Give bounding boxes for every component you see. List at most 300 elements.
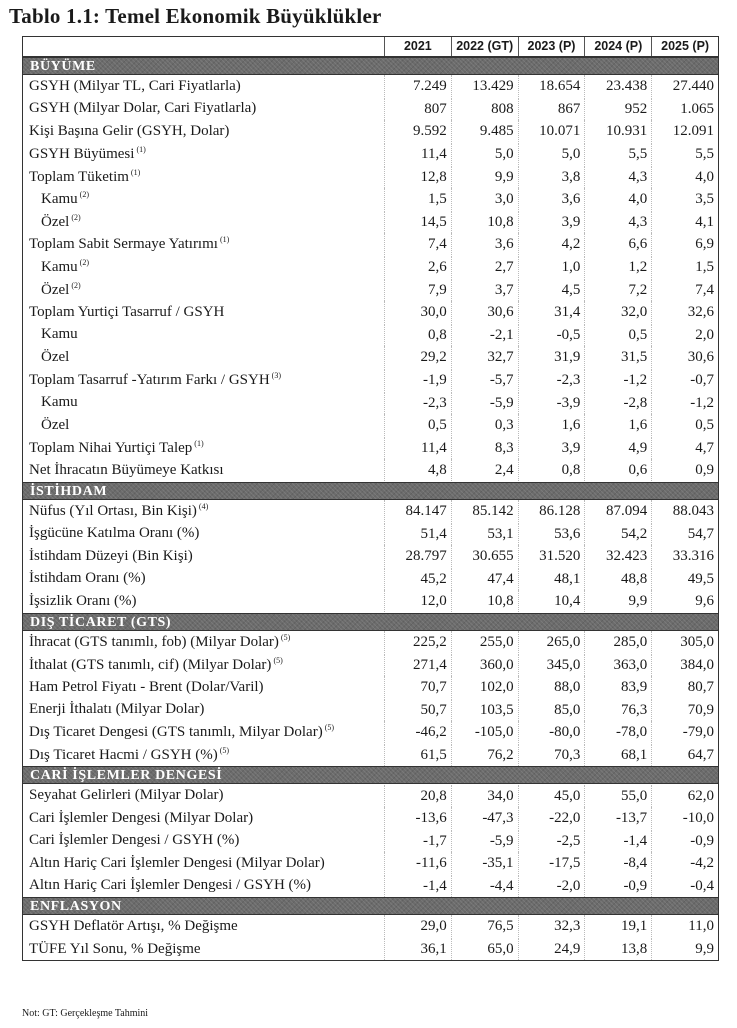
row-label: TÜFE Yıl Sonu, % Değişme <box>29 940 201 957</box>
table-row <box>23 165 718 188</box>
value-cell: 18.654 <box>518 75 585 97</box>
row-label: Cari İşlemler Dengesi (Milyar Dolar) <box>29 809 254 826</box>
value-cell: 76,5 <box>451 915 518 937</box>
table-row <box>23 414 718 437</box>
value-cell: -0,4 <box>651 875 718 897</box>
row-label-cell <box>23 918 384 935</box>
value-cell: -3,9 <box>518 392 585 414</box>
value-cell: 31.520 <box>518 545 585 567</box>
row-label-cell <box>23 656 384 674</box>
value-cell: 20,8 <box>384 785 451 807</box>
row-label-cell <box>23 100 384 117</box>
table-row <box>23 278 718 301</box>
value-cell: 265,0 <box>518 631 585 653</box>
value-cell: 4,3 <box>584 166 651 188</box>
row-label: Kamu <box>41 259 78 276</box>
footnote-marker: (5) <box>324 723 335 733</box>
value-cell: 7,4 <box>384 233 451 255</box>
value-cell: 12.091 <box>651 120 718 142</box>
value-cell: 345,0 <box>518 654 585 676</box>
row-label-cell <box>23 235 384 253</box>
column-header-2024: 2024 (P) <box>584 37 651 56</box>
value-cell: -1,9 <box>384 369 451 391</box>
footnote-marker: (1) <box>136 145 146 155</box>
value-cell: 102,0 <box>451 676 518 698</box>
value-cell: -1,2 <box>584 369 651 391</box>
row-label: Ham Petrol Fiyatı - Brent (Dolar/Varil) <box>29 678 264 695</box>
value-cell: 808 <box>451 98 518 120</box>
value-cell: 11,4 <box>384 437 451 459</box>
value-cell: -0,9 <box>584 875 651 897</box>
value-cell: 85,0 <box>518 699 585 721</box>
value-cell: 2,6 <box>384 256 451 278</box>
row-label: Net İhracatın Büyümeye Katkısı <box>29 461 224 478</box>
section-header: CARİ İŞLEMLER DENGESİ <box>23 766 718 784</box>
value-cell: 27.440 <box>651 75 718 97</box>
value-cell: 7.249 <box>384 75 451 97</box>
value-cell: 4,7 <box>651 437 718 459</box>
section-header: DIŞ TİCARET (GTS) <box>23 613 718 631</box>
table-row <box>23 459 718 482</box>
value-cell: 807 <box>384 98 451 120</box>
row-label: GSYH (Milyar Dolar, Cari Fiyatlarla) <box>29 100 257 117</box>
section-header: İSTİHDAM <box>23 482 718 500</box>
row-label-cell <box>23 78 384 95</box>
value-cell: 61,5 <box>384 744 451 766</box>
row-label: İşgücüne Katılma Oranı (%) <box>29 525 200 542</box>
value-cell: 2,7 <box>451 256 518 278</box>
value-cell: 4,0 <box>651 166 718 188</box>
row-label: İhracat (GTS tanımlı, fob) (Milyar Dolar) <box>29 633 279 650</box>
row-label: Kişi Başına Gelir (GSYH, Dolar) <box>29 122 230 139</box>
row-label: İstihdam Oranı (%) <box>29 570 146 587</box>
value-cell: 6,6 <box>584 233 651 255</box>
row-label-cell <box>23 832 384 849</box>
value-cell: 76,3 <box>584 699 651 721</box>
value-cell: 9,9 <box>651 938 718 960</box>
value-cell: 80,7 <box>651 676 718 698</box>
value-cell: 1.065 <box>651 98 718 120</box>
value-cell: 64,7 <box>651 744 718 766</box>
value-cell: 103,5 <box>451 699 518 721</box>
value-cell: -78,0 <box>584 721 651 743</box>
value-cell: -13,7 <box>584 807 651 829</box>
value-cell: 10,8 <box>451 590 518 612</box>
value-cell: -2,0 <box>518 875 585 897</box>
value-cell: 30,6 <box>651 346 718 368</box>
value-cell: 952 <box>584 98 651 120</box>
value-cell: 867 <box>518 98 585 120</box>
footnote-marker: (3) <box>271 371 281 381</box>
table-row <box>23 653 718 676</box>
table-row <box>23 120 718 143</box>
value-cell: -1,4 <box>584 830 651 852</box>
row-label-cell <box>23 787 384 804</box>
value-cell: 4,2 <box>518 233 585 255</box>
row-label-cell <box>23 525 384 542</box>
value-cell: 36,1 <box>384 938 451 960</box>
row-label-cell <box>23 258 384 276</box>
value-cell: 30,6 <box>451 301 518 323</box>
value-cell: 3,9 <box>518 211 585 233</box>
value-cell: 1,6 <box>518 414 585 436</box>
row-label-cell <box>23 281 384 299</box>
row-label: Kamu <box>41 394 78 411</box>
value-cell: 31,4 <box>518 301 585 323</box>
value-cell: 68,1 <box>584 744 651 766</box>
table-row <box>23 211 718 234</box>
value-cell: 32,7 <box>451 346 518 368</box>
column-header-2023: 2023 (P) <box>518 37 585 56</box>
value-cell: 9,9 <box>584 590 651 612</box>
value-cell: 1,5 <box>651 256 718 278</box>
value-cell: -8,4 <box>584 852 651 874</box>
value-cell: -2,3 <box>518 369 585 391</box>
value-cell: 70,3 <box>518 744 585 766</box>
table-row <box>23 938 718 961</box>
row-label: Cari İşlemler Dengesi / GSYH (%) <box>29 832 240 849</box>
value-cell: 4,5 <box>518 279 585 301</box>
footnote-marker: (2) <box>71 212 81 222</box>
value-cell: 285,0 <box>584 631 651 653</box>
table-row <box>23 852 718 875</box>
value-cell: 8,3 <box>451 437 518 459</box>
row-label-cell <box>23 462 384 479</box>
value-cell: 11,0 <box>651 915 718 937</box>
row-label: GSYH Büyümesi <box>29 146 135 163</box>
value-cell: 1,2 <box>584 256 651 278</box>
row-label-cell <box>23 593 384 610</box>
row-label-cell <box>23 570 384 587</box>
value-cell: 45,0 <box>518 785 585 807</box>
value-cell: 28.797 <box>384 545 451 567</box>
value-cell: 3,0 <box>451 188 518 210</box>
table-row <box>23 324 718 347</box>
value-cell: -2,3 <box>384 392 451 414</box>
footnote-marker: (1) <box>194 438 204 448</box>
value-cell: 48,8 <box>584 568 651 590</box>
value-cell: 5,5 <box>584 143 651 165</box>
value-cell: 225,2 <box>384 631 451 653</box>
row-label-cell <box>23 371 384 389</box>
value-cell: 51,4 <box>384 523 451 545</box>
table-row <box>23 301 718 324</box>
value-cell: 9.592 <box>384 120 451 142</box>
value-cell: 11,4 <box>384 143 451 165</box>
column-header-2021: 2021 <box>384 37 451 56</box>
value-cell: 305,0 <box>651 631 718 653</box>
value-cell: 70,7 <box>384 676 451 698</box>
row-label-cell <box>23 304 384 321</box>
value-cell: 32,0 <box>584 301 651 323</box>
value-cell: -5,7 <box>451 369 518 391</box>
row-label: Toplam Sabit Sermaye Yatırımı <box>29 236 218 253</box>
value-cell: 47,4 <box>451 568 518 590</box>
value-cell: 50,7 <box>384 699 451 721</box>
value-cell: 0,8 <box>518 459 585 481</box>
value-cell: -4,2 <box>651 852 718 874</box>
row-label-cell <box>23 855 384 872</box>
table-row <box>23 391 718 414</box>
value-cell: 62,0 <box>651 785 718 807</box>
value-cell: 19,1 <box>584 915 651 937</box>
row-label: İthalat (GTS tanımlı, cif) (Milyar Dolar) <box>29 656 272 673</box>
row-label: GSYH Deflatör Artışı, % Değişme <box>29 917 238 934</box>
row-label: Toplam Tüketim <box>29 168 129 185</box>
row-label: GSYH (Milyar TL, Cari Fiyatlarla) <box>29 77 241 94</box>
value-cell: -2,8 <box>584 392 651 414</box>
row-label-cell <box>23 439 384 457</box>
value-cell: 0,5 <box>584 324 651 346</box>
table-row <box>23 875 718 898</box>
value-cell: 84.147 <box>384 500 451 522</box>
value-cell: 54,7 <box>651 523 718 545</box>
value-cell: 0,9 <box>651 459 718 481</box>
value-cell: -10,0 <box>651 807 718 829</box>
value-cell: -5,9 <box>451 392 518 414</box>
row-label: İşsizlik Oranı (%) <box>29 592 137 609</box>
table-row <box>23 188 718 211</box>
value-cell: 10,4 <box>518 590 585 612</box>
value-cell: -1,4 <box>384 875 451 897</box>
footnote-marker: (2) <box>71 280 81 290</box>
value-cell: 1,0 <box>518 256 585 278</box>
table-row <box>23 233 718 256</box>
value-cell: 4,0 <box>584 188 651 210</box>
table-row <box>23 744 718 767</box>
value-cell: 31,5 <box>584 346 651 368</box>
value-cell: 30.655 <box>451 545 518 567</box>
row-label: Toplam Nihai Yurtiçi Talep <box>29 439 193 456</box>
row-label: Özel <box>41 416 70 433</box>
footnote-marker: (5) <box>273 655 283 665</box>
value-cell: 34,0 <box>451 785 518 807</box>
section-header: BÜYÜME <box>23 57 718 75</box>
value-cell: 4,3 <box>584 211 651 233</box>
value-cell: 3,9 <box>518 437 585 459</box>
value-cell: 13,8 <box>584 938 651 960</box>
footnote: Not: GT: Gerçekleşme Tahmini <box>22 1008 149 1019</box>
value-cell: 29,2 <box>384 346 451 368</box>
row-label-cell <box>23 679 384 696</box>
value-cell: 2,4 <box>451 459 518 481</box>
value-cell: -2,1 <box>451 324 518 346</box>
table-row <box>23 437 718 460</box>
value-cell: 83,9 <box>584 676 651 698</box>
footnote-marker: (1) <box>130 167 141 177</box>
row-label: Toplam Yurtiçi Tasarruf / GSYH <box>29 303 225 320</box>
value-cell: -80,0 <box>518 721 585 743</box>
row-label-cell <box>23 168 384 186</box>
table-row <box>23 784 718 807</box>
value-cell: 9,6 <box>651 590 718 612</box>
value-cell: 65,0 <box>451 938 518 960</box>
value-cell: 3,5 <box>651 188 718 210</box>
value-cell: -13,6 <box>384 807 451 829</box>
value-cell: 10.931 <box>584 120 651 142</box>
row-label-cell <box>23 810 384 827</box>
value-cell: 32.423 <box>584 545 651 567</box>
row-label: Toplam Tasarruf -Yatırım Farkı / GSYH <box>29 372 270 389</box>
row-label: Kamu <box>41 326 78 343</box>
value-cell: 363,0 <box>584 654 651 676</box>
row-label-cell <box>23 145 384 163</box>
value-cell: 9.485 <box>451 120 518 142</box>
value-cell: 76,2 <box>451 744 518 766</box>
value-cell: 45,2 <box>384 568 451 590</box>
table-row <box>23 75 718 98</box>
footnote-marker: (2) <box>79 190 89 200</box>
table-header-row <box>23 37 718 57</box>
economic-indicators-table <box>22 36 719 961</box>
row-label-cell <box>23 123 384 140</box>
value-cell: 0,3 <box>451 414 518 436</box>
value-cell: 360,0 <box>451 654 518 676</box>
row-label-cell <box>23 633 384 651</box>
column-header-2025: 2025 (P) <box>651 37 718 56</box>
value-cell: -0,9 <box>651 830 718 852</box>
row-label-cell <box>23 213 384 231</box>
value-cell: -35,1 <box>451 852 518 874</box>
footnote-marker: (2) <box>79 258 89 268</box>
row-label-cell <box>23 548 384 565</box>
column-header-2022: 2022 (GT) <box>451 37 518 56</box>
value-cell: 7,9 <box>384 279 451 301</box>
table-row <box>23 346 718 369</box>
value-cell: 4,8 <box>384 459 451 481</box>
value-cell: 3,6 <box>518 188 585 210</box>
value-cell: 5,0 <box>451 143 518 165</box>
table-row <box>23 369 718 392</box>
row-label: Dış Ticaret Hacmi / GSYH (%) <box>29 746 218 763</box>
value-cell: 384,0 <box>651 654 718 676</box>
value-cell: 3,7 <box>451 279 518 301</box>
table-body <box>23 57 718 960</box>
value-cell: 3,8 <box>518 166 585 188</box>
value-cell: 255,0 <box>451 631 518 653</box>
value-cell: 9,9 <box>451 166 518 188</box>
value-cell: 87.094 <box>584 500 651 522</box>
footnote-marker: (5) <box>280 632 291 642</box>
value-cell: 7,4 <box>651 279 718 301</box>
value-cell: -4,4 <box>451 875 518 897</box>
value-cell: -1,7 <box>384 830 451 852</box>
value-cell: 33.316 <box>651 545 718 567</box>
value-cell: 30,0 <box>384 301 451 323</box>
value-cell: 29,0 <box>384 915 451 937</box>
value-cell: 49,5 <box>651 568 718 590</box>
value-cell: -46,2 <box>384 721 451 743</box>
table-row <box>23 143 718 166</box>
value-cell: 5,5 <box>651 143 718 165</box>
value-cell: -105,0 <box>451 721 518 743</box>
table-row <box>23 567 718 590</box>
value-cell: 23.438 <box>584 75 651 97</box>
row-label: Özel <box>41 348 70 365</box>
value-cell: 10,8 <box>451 211 518 233</box>
table-row <box>23 522 718 545</box>
table-row <box>23 721 718 744</box>
row-label-cell <box>23 877 384 894</box>
value-cell: 7,2 <box>584 279 651 301</box>
row-label: Kamu <box>41 191 78 208</box>
footnote-marker: (1) <box>219 235 230 245</box>
value-cell: 88.043 <box>651 500 718 522</box>
value-cell: 14,5 <box>384 211 451 233</box>
row-label: Dış Ticaret Dengesi (GTS tanımlı, Milyar Dolar) <box>29 724 323 741</box>
footnote-marker: (4) <box>198 501 209 511</box>
row-label-cell <box>23 394 384 411</box>
row-label-cell <box>23 190 384 208</box>
row-label: Nüfus (Yıl Ortası, Bin Kişi) <box>29 502 197 519</box>
value-cell: 31,9 <box>518 346 585 368</box>
value-cell: -2,5 <box>518 830 585 852</box>
value-cell: -1,2 <box>651 392 718 414</box>
row-label: Seyahat Gelirleri (Milyar Dolar) <box>29 787 224 804</box>
value-cell: 54,2 <box>584 523 651 545</box>
table-row <box>23 829 718 852</box>
value-cell: 4,1 <box>651 211 718 233</box>
row-label-cell <box>23 701 384 718</box>
table-row <box>23 631 718 654</box>
row-label: Altın Hariç Cari İşlemler Dengesi (Milyar Dolar) <box>29 854 325 871</box>
table-row <box>23 676 718 699</box>
value-cell: 2,0 <box>651 324 718 346</box>
row-label: Enerji İthalatı (Milyar Dolar) <box>29 701 205 718</box>
row-label-cell <box>23 723 384 741</box>
value-cell: 0,6 <box>584 459 651 481</box>
value-cell: -11,6 <box>384 852 451 874</box>
value-cell: 5,0 <box>518 143 585 165</box>
value-cell: 0,5 <box>384 414 451 436</box>
value-cell: -79,0 <box>651 721 718 743</box>
header-label-cell <box>23 37 384 56</box>
row-label-cell <box>23 502 384 520</box>
value-cell: 53,1 <box>451 523 518 545</box>
footnote-marker: (5) <box>219 745 230 755</box>
value-cell: 0,5 <box>651 414 718 436</box>
value-cell: 3,6 <box>451 233 518 255</box>
value-cell: -0,7 <box>651 369 718 391</box>
value-cell: 271,4 <box>384 654 451 676</box>
value-cell: 13.429 <box>451 75 518 97</box>
value-cell: 24,9 <box>518 938 585 960</box>
table-row <box>23 500 718 523</box>
value-cell: 1,5 <box>384 188 451 210</box>
value-cell: 70,9 <box>651 699 718 721</box>
value-cell: 1,6 <box>584 414 651 436</box>
value-cell: 53,6 <box>518 523 585 545</box>
row-label: İstihdam Düzeyi (Bin Kişi) <box>29 547 193 564</box>
value-cell: 85.142 <box>451 500 518 522</box>
value-cell: 12,8 <box>384 166 451 188</box>
table-row <box>23 915 718 938</box>
value-cell: 4,9 <box>584 437 651 459</box>
row-label-cell <box>23 746 384 764</box>
value-cell: 86.128 <box>518 500 585 522</box>
value-cell: 32,6 <box>651 301 718 323</box>
table-row <box>23 545 718 568</box>
row-label: Özel <box>41 281 70 298</box>
value-cell: 12,0 <box>384 590 451 612</box>
row-label: Özel <box>41 213 70 230</box>
row-label-cell <box>23 417 384 434</box>
value-cell: -17,5 <box>518 852 585 874</box>
value-cell: 6,9 <box>651 233 718 255</box>
value-cell: -0,5 <box>518 324 585 346</box>
value-cell: 55,0 <box>584 785 651 807</box>
value-cell: 0,8 <box>384 324 451 346</box>
